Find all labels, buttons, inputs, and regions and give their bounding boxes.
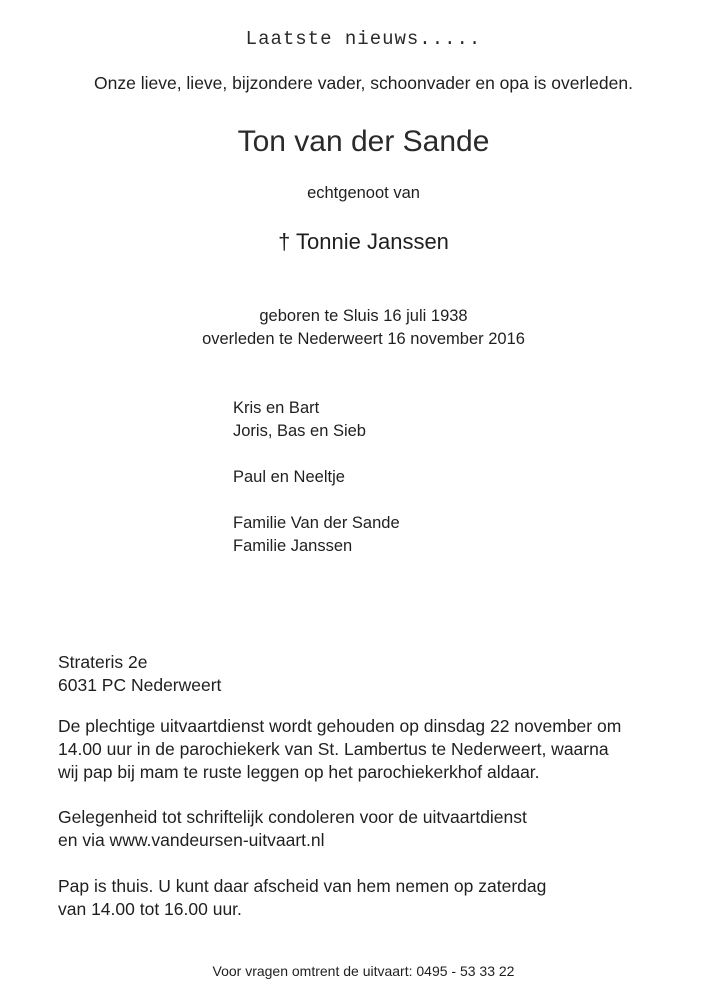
condolence-info: [58, 806, 527, 852]
family-line: Familie Janssen: [233, 537, 353, 555]
family-group-children-2: [233, 466, 345, 489]
condolence-line: Gelegenheid tot schriftelijk condoleren voor de uitvaartdienst: [58, 807, 527, 827]
visit-line: Pap is thuis. U kunt daar afscheid van hem nemen op zaterdag: [58, 876, 547, 896]
service-line: wij pap bij mam te ruste leggen op het parochiekerkhof aldaar.: [58, 762, 540, 782]
family-line: Joris, Bas en Sieb: [233, 422, 366, 440]
news-header: Laatste nieuws.....: [245, 28, 482, 50]
birth-line: geboren te Sluis 16 juli 1938: [259, 307, 468, 325]
spouse-label: echtgenoot van: [307, 184, 420, 202]
spouse-name: † Tonnie Janssen: [278, 229, 449, 254]
service-line: 14.00 uur in de parochiekerk van St. Lambertus te Nederweert, waarna: [58, 739, 609, 759]
intro-text: Onze lieve, lieve, bijzondere vader, schoonvader en opa is overleden.: [94, 73, 633, 93]
visitation-info: [58, 875, 546, 921]
address-line: Strateris 2e: [58, 652, 148, 672]
deceased-name: Ton van der Sande: [237, 125, 490, 158]
funeral-service-info: [58, 715, 621, 784]
visit-line: van 14.00 tot 16.00 uur.: [58, 899, 242, 919]
contact-footer: Voor vragen omtrent de uitvaart: 0495 - 53 33 22: [212, 963, 515, 979]
family-line: Familie Van der Sande: [233, 514, 400, 532]
family-line: Kris en Bart: [233, 399, 320, 417]
family-line: Paul en Neeltje: [233, 468, 345, 486]
condolence-line: en via www.vandeursen-uitvaart.nl: [58, 830, 325, 850]
home-address: [58, 651, 221, 697]
service-line: De plechtige uitvaartdienst wordt gehouden op dinsdag 22 november om: [58, 716, 622, 736]
family-group-children-1: [233, 397, 366, 443]
death-line: overleden te Nederweert 16 november 2016: [202, 330, 525, 348]
address-line: 6031 PC Nederweert: [58, 675, 222, 695]
family-group-relatives: [233, 512, 400, 558]
